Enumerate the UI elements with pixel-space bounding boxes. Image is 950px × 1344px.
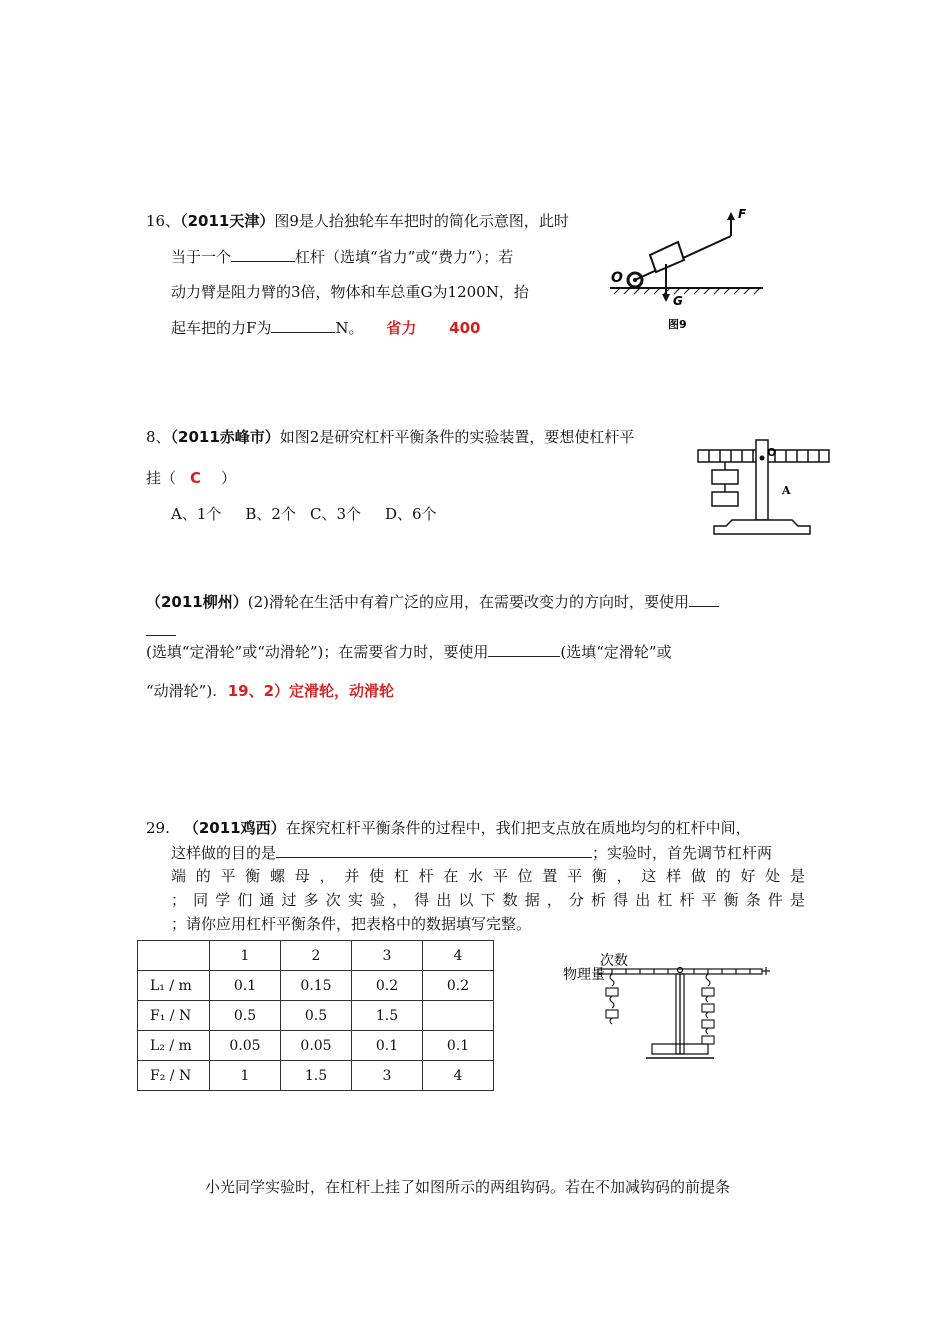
q19-line-1 [146,590,806,613]
q29-lever-figure [560,948,775,1063]
q29-line-5 [171,913,531,935]
point-a-label: A [782,484,791,497]
q16-line-4 [171,316,480,339]
q16-blank-2[interactable] [271,316,335,333]
pivot [678,968,683,973]
right-weights [702,974,714,1044]
label-o: O [611,270,623,286]
table-col-header: 2 [281,941,352,971]
q29-number: 29. [146,819,170,837]
q29-text-5: ；请你应用杠杆平衡条件，把表格中的数据填写完整。 [171,915,532,933]
q19-blank-1b[interactable] [146,627,176,636]
q19-text-3: “动滑轮”). [146,682,217,700]
table-cell: 0.5 [210,1001,281,1031]
q19-text-2b: (选填“定滑轮”或 [560,643,672,661]
table-cell: 1.5 [281,1061,352,1091]
q16-number: 16、 [146,212,181,230]
q19-blank-continued [146,620,176,642]
tail-text: 小光同学实验时，在杠杆上挂了如图所示的两组钩码。若在不加减钩码的前提条 [205,1178,731,1196]
lever-stand-right [680,974,684,1054]
label-f: F [738,207,747,221]
q8-option-b: B、2个 [245,505,296,523]
table-row [138,1031,494,1061]
table-cell: 3 [352,1061,423,1091]
force-g-arrowhead [662,294,670,302]
q29-text-4: ；同学们通过多次实验，得出以下数据，分析得出杠杆平衡条件是 [171,891,805,909]
q16-blank-1[interactable] [231,245,295,262]
row-label-l1: L₁ / m [138,971,210,1001]
q8-number: 8、 [146,428,171,446]
q8-answer: C [190,469,202,487]
q8-line-2 [146,467,236,489]
row-label-f1: F₁ / N [138,1001,210,1031]
q29-text-3: 端的平衡螺母，并使杠杆在水平位置平衡，这样做的好处是 [171,867,805,885]
row-label-l2: L₂ / m [138,1031,210,1061]
q16-text-4b: N。 [335,319,364,337]
q19-text-2a: (选填“定滑轮”或“动滑轮”)；在需要省力时，要使用 [146,643,489,661]
q16-text-1: 图9是人抬独轮车车把时的简化示意图，此时 [274,212,569,230]
table-cell: 0.2 [352,971,423,1001]
q19-line-2 [146,640,672,663]
q19-blank-1a[interactable] [689,590,719,607]
figure-caption: 图9 [668,318,687,331]
q19-source: （2011柳州） [146,593,248,611]
label-g: G [673,294,683,308]
force-f-arrowhead [727,212,735,220]
q8-text-1: 如图2是研究杠杆平衡条件的实验装置，要想使杠杆平 [279,428,635,446]
table-row [138,1001,494,1031]
pivot-label: O [767,446,777,459]
q29-line-3 [171,865,805,887]
q8-option-c: C、3个 [309,505,361,523]
table-cell: 0.1 [210,971,281,1001]
q29-text-1: 在探究杠杆平衡条件的过程中，我们把支点放在质地均匀的杠杆中间， [285,819,751,837]
table-cell: 0.1 [423,1031,494,1061]
q29-line-4 [171,889,805,911]
q8-text-2b: ） [221,469,237,487]
q19-blank-2[interactable] [488,640,560,657]
q8-lever-figure [694,438,834,538]
q8-text-2a: 挂（ [146,469,177,487]
table-cell: 1 [210,1061,281,1091]
table-corner [138,941,210,971]
q16-text-4a: 起车把的力F为 [171,319,272,337]
table-col-header: 3 [352,941,423,971]
q19-text-1: (2)滑轮在生活中有着广泛的应用，在需要改变力的方向时，要使用 [247,593,690,611]
q29-line-2 [171,841,772,864]
table-col-header: 4 [423,941,494,971]
q29-text-2a: 这样做的目的是 [171,844,277,862]
q16-line-2 [171,245,513,268]
q19-answer: 19、2）定滑轮，动滑轮 [227,682,395,700]
q16-source: （2011天津） [180,212,275,230]
table-cell: 0.1 [352,1031,423,1061]
table-cell: 4 [423,1061,494,1091]
q29-blank-purpose[interactable] [276,841,592,858]
q29-source: （2011鸡西） [183,819,286,837]
table-row [138,1061,494,1091]
row-label-f2: F₂ / N [138,1061,210,1091]
table-col-header: 1 [210,941,281,971]
q8-option-d: D、6个 [385,505,437,523]
table-cell: 0.05 [281,1031,352,1061]
weight-2 [712,492,738,506]
tail-line [205,1176,730,1198]
table-cell-empty[interactable] [423,1001,494,1031]
q8-line-1 [146,426,634,448]
q16-text-3: 动力臂是阻力臂的3倍，物体和车总重G为1200N，抬 [171,283,529,301]
pivot [760,456,765,461]
q8-source: （2011赤峰市） [170,428,280,446]
q29-text-2b: ；实验时，首先调节杠杆两 [592,844,773,862]
lever-base [714,520,810,534]
q29-data-table [137,940,494,1091]
q16-text-2b: 杠杆（选填“省力”或“费力”）；若 [295,248,514,266]
table-cell: 0.05 [210,1031,281,1061]
q16-line-3 [171,281,529,303]
table-cell: 1.5 [352,1001,423,1031]
q19-line-3 [146,680,394,702]
table-row [138,971,494,1001]
table-cell: 0.5 [281,1001,352,1031]
q8-option-a: A、1个 [171,505,222,523]
q16-wheelbarrow-figure [600,200,770,335]
table-cell: 0.2 [423,971,494,1001]
q16-text-2a: 当于一个 [171,248,232,266]
q8-options [171,503,437,525]
weight-1 [712,470,738,484]
figure-label-left: 物理量 [563,967,605,983]
q16-answer-2: 400 [449,319,481,337]
figure-label-top: 次数 [600,953,628,969]
q16-answer-1: 省力 [386,319,417,337]
left-weights [606,974,618,1024]
table-cell: 0.15 [281,971,352,1001]
q16-line-1 [146,210,569,232]
table-row [138,941,494,971]
q29-line-1 [146,817,751,839]
